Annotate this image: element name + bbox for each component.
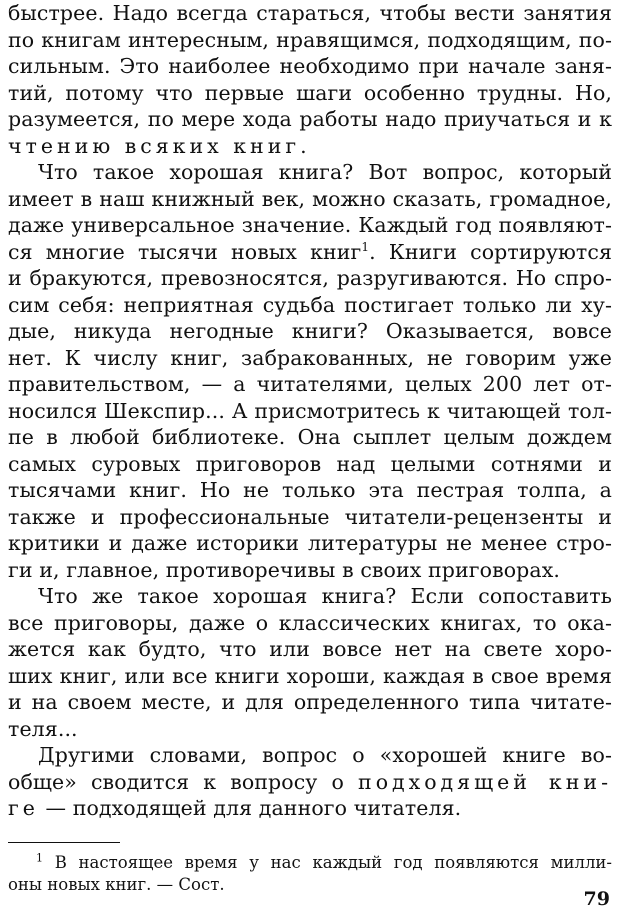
text-line: ших книг, или все книги хороши, каждая в свое время: [8, 663, 612, 688]
text-line: чтению всяких книг.: [8, 133, 311, 158]
text-segment: Книги сортируются: [388, 239, 612, 264]
footnote-line: [8, 852, 612, 874]
text-line: тий, потому что первые шаги особенно трудны. Но,: [8, 80, 612, 105]
text-line: критики и даже историки литературы не менее стро-: [8, 531, 612, 555]
text-line: носился Шекспир... А присмотритесь к читающей тол-: [8, 398, 612, 423]
text-line: пе в любой библиотеке. Она сыплет целым дождем: [8, 425, 612, 449]
footnote-line: оны новых книг. — Сост.: [8, 875, 225, 894]
footnote-text: В настоящее время у нас каждый год появляются милли-: [54, 853, 612, 872]
text-line: [8, 769, 612, 796]
text-line: нет. К числу книг, забракованных, не говорим уже: [8, 345, 612, 370]
text-segment: — подходящей для данного читателя.: [45, 796, 462, 820]
text-segment: обще» сводится к вопросу о: [8, 769, 344, 794]
text-line: жется как будто, что или вовсе нет на свете хоро-: [8, 637, 612, 661]
text-line: Другими словами, вопрос о «хорошей книге во-: [38, 743, 612, 767]
text-line: и на своем месте, и для определенного типа читате-: [8, 690, 612, 714]
body-text: [8, 0, 612, 822]
text-line: по книгам интересным, нравящимся, подходящим, по-: [8, 27, 612, 52]
footnote-divider: [8, 842, 120, 843]
text-line: дые, никуда негодные книги? Оказывается, вовсе: [8, 319, 612, 343]
text-segment: ся многие тысячи новых книг: [8, 239, 362, 264]
text-line: Что же такое хорошая книга? Если сопоставить: [38, 584, 612, 608]
text-line: имеет в наш книжный век, можно сказать, громадное,: [8, 186, 612, 211]
text-line: сим себя: неприятная судьба постигает только ли ху-: [8, 292, 612, 317]
text-line: [8, 795, 612, 822]
spaced-emphasis: подходящей кни-: [358, 769, 612, 794]
text-line: разумеется, по мере хода работы надо приучаться и к: [8, 107, 612, 131]
spaced-emphasis: ге: [8, 796, 39, 820]
text-line: правительством, — а читателями, целых 200 лет от-: [8, 372, 612, 396]
text-line: теля...: [8, 716, 78, 741]
text-line: ги и, главное, противоречивы в своих приговорах.: [8, 557, 560, 582]
page-number: 79: [583, 888, 610, 910]
text-line: Что такое хорошая книга? Вот вопрос, который: [38, 160, 612, 184]
text-line: тысячами книг. Но не только эта пестрая толпа, а: [8, 478, 612, 502]
text-line: сильным. Это наиболее необходимо при начале заня-: [8, 54, 612, 78]
text-line: ся многие тысячи новых книг$^1$. Книги сортируются: [8, 239, 612, 264]
text-line: даже универсальное значение. Каждый год появляют-: [8, 213, 612, 237]
text-line: и бракуются, превозносятся, разругиваются. Но спро-: [8, 266, 612, 290]
text-line: также и профессиональные читатели-рецензенты и: [8, 504, 612, 529]
footnote: [8, 852, 612, 896]
text-line: самых суровых приговоров над целыми сотнями и: [8, 451, 612, 476]
text-line: быстрее. Надо всегда стараться, чтобы вести занятия: [8, 1, 612, 25]
text-line: все приговоры, даже о классических книгах, то ока-: [8, 610, 612, 635]
footnote-number: 1: [36, 851, 43, 865]
footnote-reference: 1: [361, 239, 370, 254]
